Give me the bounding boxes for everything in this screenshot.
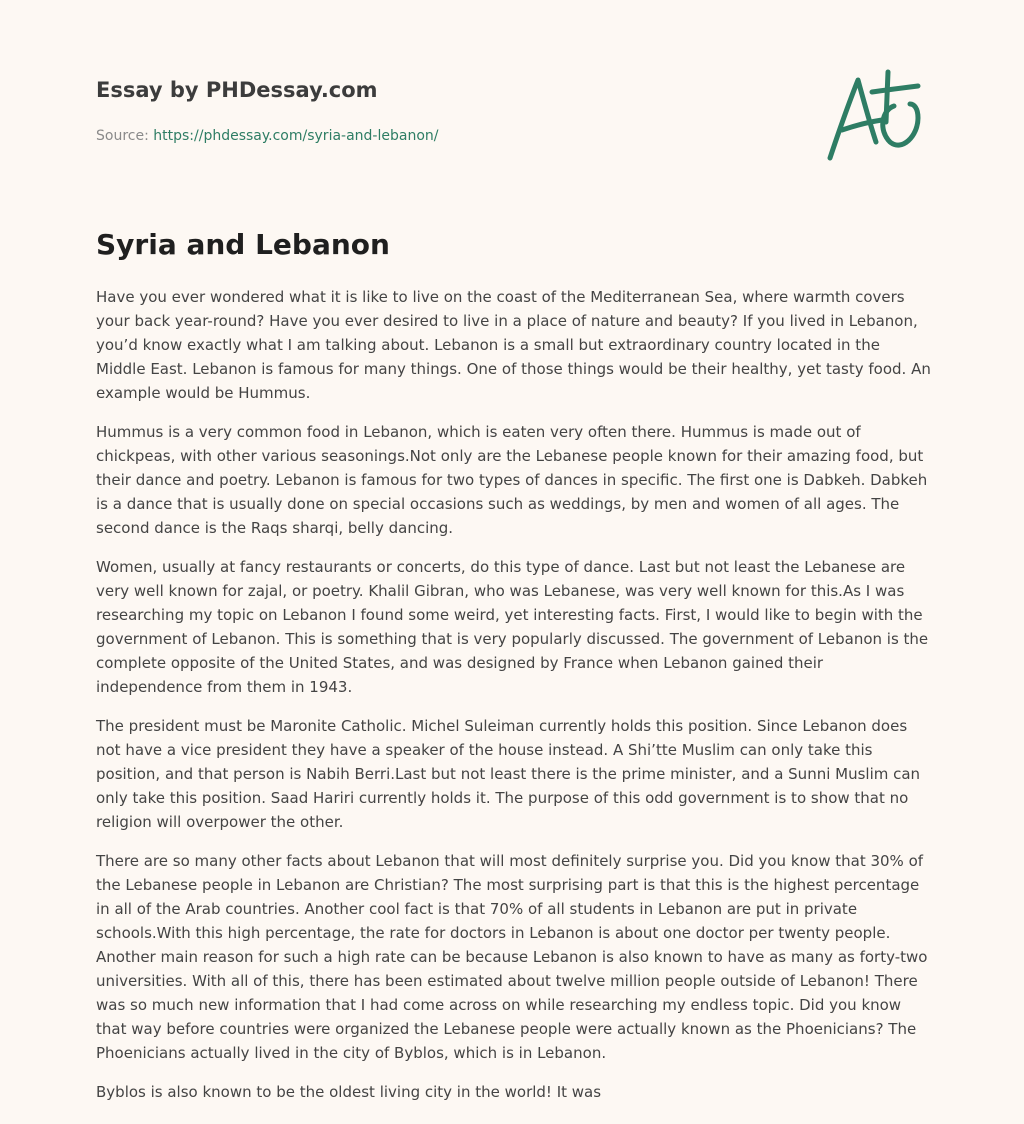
page-header: [96, 76, 796, 146]
essay-paragraph: Byblos is also known to be the oldest living city in the world! It was: [96, 1083, 602, 1101]
essay-body: [96, 285, 932, 1119]
essay-paragraph: Hummus is a very common food in Lebanon, which is eaten very often there. Hummus is made out of chickpeas, with other various seasonings.Not only are the Lebanese people known for their amazing food, but their dance and poetry. Lebanon is famous for two types of dances in specific. The first one is Dabkeh. Dabkeh is a dance that is usually done on special occasions such as weddings, by men and women of all ages. The second dance is the Raqs sharqi, belly dancing.: [96, 423, 928, 537]
essay-title: Syria and Lebanon: [96, 228, 390, 261]
essay-paragraph: There are so many other facts about Lebanon that will most definitely surprise you. Did you know that 30% of the Lebanese people in Lebanon are Christian? The most surprising part is that this is the highest percentage in all of the Arab countries. Another cool fact is that 70% of all students in Lebanon are put in private schools.With this high percentage, the rate for doctors in Lebanon is about one doctor per twenty people. Another main reason for such a high rate can be because Lebanon is also known to have as many as forty-two universities. With all of this, there has been estimated about twelve million people outside of Lebanon! There was so much new information that I had come across on while researching my endless topic. Did you know that way before countries were organized the Lebanese people were actually known as the Phoenicians? The Phoenicians actually lived in the city of Byblos, which is in Lebanon.: [96, 852, 928, 1062]
source-line: [96, 126, 796, 146]
source-label: Source:: [96, 128, 149, 144]
essay-paragraph: Women, usually at fancy restaurants or concerts, do this type of dance. Last but not least the Lebanese are very well known for zajal, or poetry. Khalil Gibran, who was Lebanese, was very well known for this.As I was researching my topic on Lebanon I found some weird, yet interesting facts. First, I would like to begin with the government of Lebanon. This is something that is very popularly discussed. The government of Lebanon is the complete opposite of the United States, and was designed by France when Lebanon gained their independence from them in 1943.: [96, 558, 929, 696]
site-title: Essay by PHDessay.com: [96, 78, 378, 102]
essay-paragraph: Have you ever wondered what it is like to live on the coast of the Mediterranean Sea, where warmth covers your back year-round? Have you ever desired to live in a place of nature and beauty? If you lived in Lebanon, you’d know exactly what I am talking about. Lebanon is a small but extraordinary country located in the Middle East. Lebanon is famous for many things. One of those things would be their healthy, yet tasty food. An example would be Hummus.: [96, 288, 931, 402]
source-link[interactable]: https://phdessay.com/syria-and-lebanon/: [153, 128, 439, 144]
essay-paragraph: The president must be Maronite Catholic. Michel Suleiman currently holds this position. Since Lebanon does not have a vice president they have a speaker of the house instead. A Shi’tte Muslim can only take this position, and that person is Nabih Berri.Last but not least there is the prime minister, and a Sunni Muslim can only take this position. Saad Hariri currently holds it. The purpose of this odd government is to show that no religion will overpower the other.: [96, 717, 921, 831]
a-plus-logo-icon: [820, 66, 930, 166]
